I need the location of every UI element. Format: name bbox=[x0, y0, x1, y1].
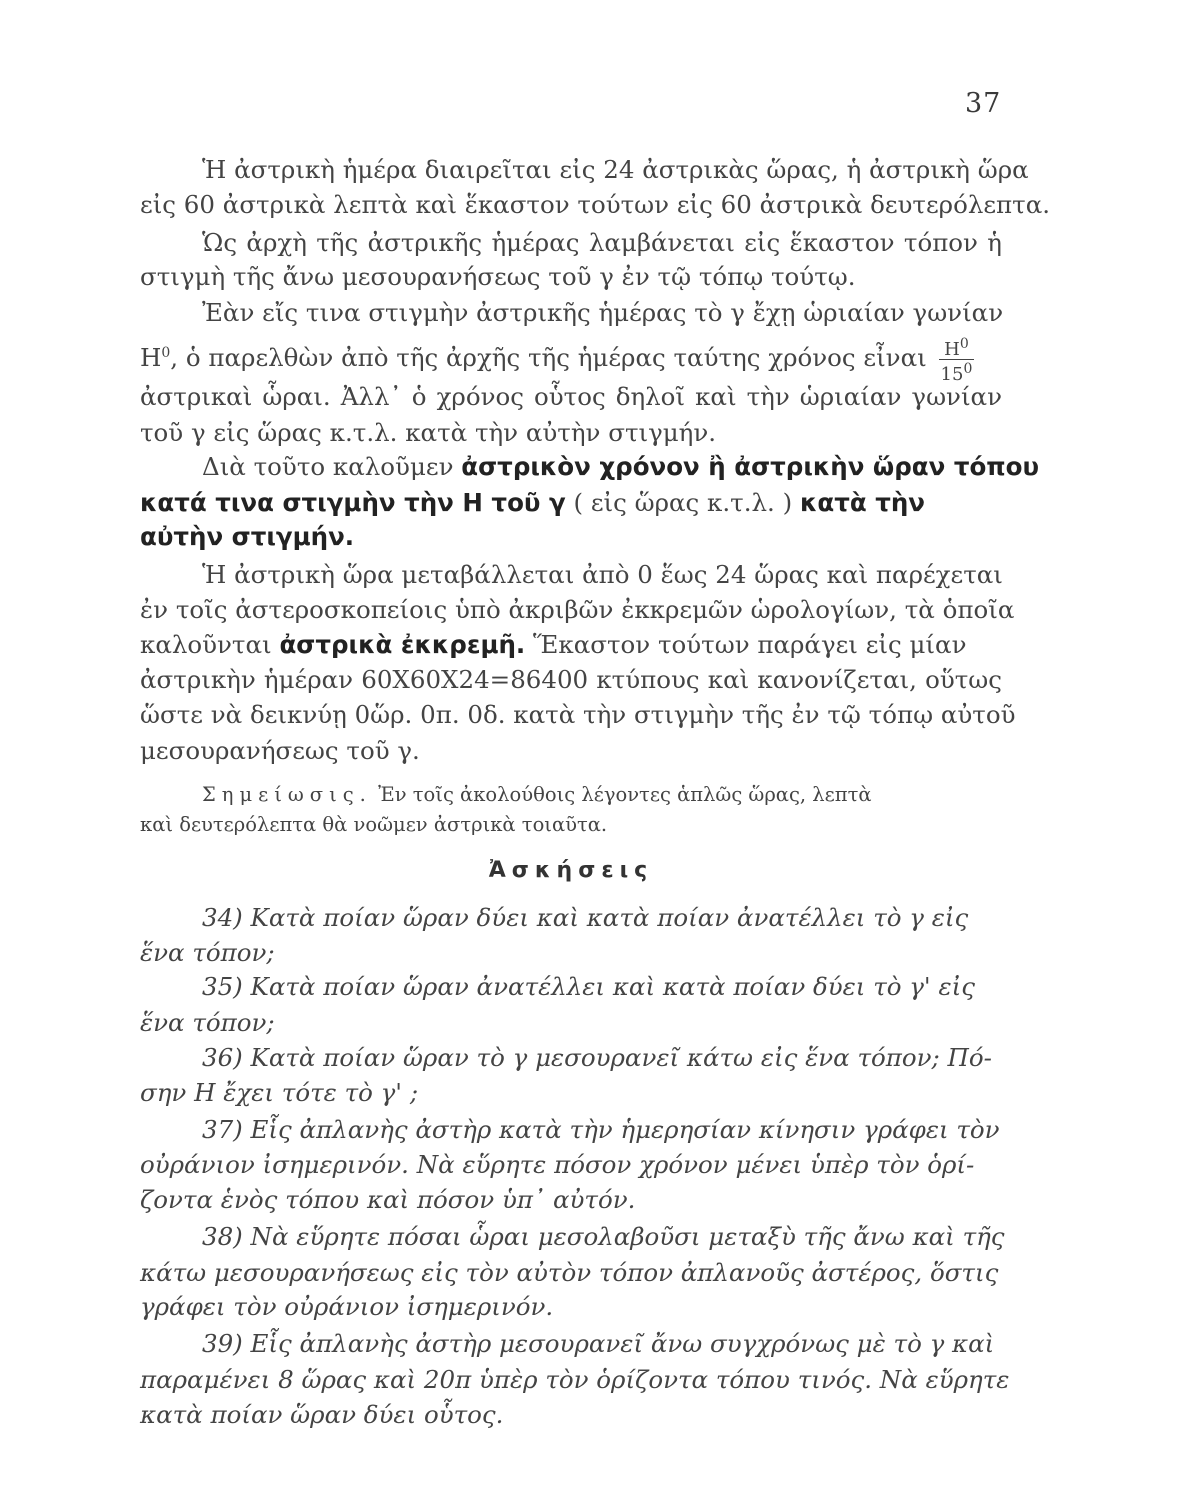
para1-line2: εἰς 60 ἀστρικὰ λεπτὰ καὶ ἕκαστον τούτων εἰς 60 ἀστρικὰ δευτερόλεπτα. bbox=[140, 190, 1051, 219]
exercises-heading: Ἀσκήσεις bbox=[488, 858, 654, 883]
para5-line3 bbox=[140, 630, 1002, 660]
note-line2: καὶ δευτερόλεπτα θὰ νοῶμεν ἀστρικὰ τοιαῦτα. bbox=[140, 813, 608, 836]
note-line1 bbox=[140, 780, 1002, 810]
exercise-35-line2: ἕνα τόπον; bbox=[140, 1008, 275, 1037]
para2-line2: στιγμὴ τῆς ἄνω μεσουρανήσεως τοῦ γ ἐν τῷ τόπῳ τούτῳ. bbox=[140, 262, 856, 291]
para1-line1: Ἡ ἀστρικὴ ἡμέρα διαιρεῖται εἰς 24 ἀστρικὰς ὥρας, ἡ ἀστρικὴ ὥρα bbox=[202, 155, 1029, 184]
exercise-37-line2: οὐράνιον ἰσημερινόν. Νὰ εὕρητε πόσον χρόνον μένει ὑπὲρ τὸν ὁρί- bbox=[140, 1150, 975, 1179]
exercise-38-line3: γράφει τὸν οὐράνιον ἰσημερινόν. bbox=[140, 1292, 554, 1321]
exercise-37-line1: 37) Εἷς ἀπλανὴς ἀστὴρ κατὰ τὴν ἡμερησίαν κίνησιν γράφει τὸν bbox=[202, 1115, 1000, 1144]
para4-parenthetical: ( εἰς ὥρας κ.τ.λ. ) bbox=[573, 488, 793, 517]
para5-line3-text: καλοῦνται bbox=[140, 630, 272, 659]
degree-mark: 0 bbox=[161, 344, 171, 361]
note-label: Σημείωσις. bbox=[202, 783, 372, 806]
note-text: Ἐν τοῖς ἀκολούθοις λέγοντες ἁπλῶς ὥρας, λεπτὰ bbox=[378, 783, 872, 806]
para3-line2-text: , ὁ παρελθὼν ἀπὸ τῆς ἀρχῆς τῆς ἡμέρας ταύτης χρόνος εἶναι bbox=[170, 343, 927, 372]
exercise-34-line2: ἕνα τόπον; bbox=[140, 938, 275, 967]
definition-term-cont: κατά τινα στιγμὴν τὴν Η τοῦ γ bbox=[140, 488, 566, 517]
page-number: 37 bbox=[965, 88, 1002, 119]
exercise-35-line1: 35) Κατὰ ποίαν ὥραν ἀνατέλλει καὶ κατὰ ποίαν δύει τὸ γ' εἰς bbox=[202, 972, 975, 1001]
exercise-36-line1: 36) Κατὰ ποίαν ὥραν τὸ γ μεσουρανεῖ κάτω εἰς ἕνα τόπον; Πό- bbox=[202, 1043, 992, 1072]
para5-line5: ὥστε νὰ δεικνύῃ 0ὥρ. 0π. 0δ. κατὰ τὴν στιγμὴν τῆς ἐν τῷ τόπῳ αὐτοῦ bbox=[140, 700, 1016, 729]
definition-term: ἀστρικὸν χρόνον ἢ ἀστρικὴν ὥραν τόπου bbox=[461, 452, 1040, 481]
exercise-37-line3: ζοντα ἑνὸς τόπου καὶ πόσον ὑπ᾽ αὐτόν. bbox=[140, 1185, 636, 1214]
exercise-38-line1: 38) Νὰ εὕρητε πόσαι ὧραι μεσολαβοῦσι μεταξὺ τῆς ἄνω καὶ τῆς bbox=[202, 1222, 1005, 1251]
fraction-numerator: $H^0$ bbox=[939, 335, 975, 360]
para4-line2 bbox=[140, 488, 1002, 518]
fraction-denominator: $15^0$ bbox=[940, 361, 973, 385]
definition-term-end: κατὰ τὴν bbox=[799, 488, 925, 517]
exercise-36-line2: σην Η ἔχει τότε τὸ γ' ; bbox=[140, 1078, 419, 1107]
exercise-39-line2: παραμένει 8 ὥρας καὶ 20π ὑπὲρ τὸν ὁρίζοντα τόπου τινός. Νὰ εὕρητε bbox=[140, 1365, 1010, 1394]
definition-term-final: αὐτὴν στιγμήν. bbox=[140, 522, 355, 551]
exercise-39-line3: κατὰ ποίαν ὥραν δύει οὗτος. bbox=[140, 1400, 504, 1429]
hour-angle-symbol: H bbox=[140, 343, 162, 372]
para5-line2: ἐν τοῖς ἀστεροσκοπείοις ὑπὸ ἀκριβῶν ἐκκρεμῶν ὡρολογίων, τὰ ὁποῖα bbox=[140, 595, 1015, 624]
para3-line4: τοῦ γ εἰς ὥρας κ.τ.λ. κατὰ τὴν αὐτὴν στιγμήν. bbox=[140, 418, 717, 447]
para3-line1: Ἐὰν εἴς τινα στιγμὴν ἀστρικῆς ἡμέρας τὸ γ ἔχῃ ὡριαίαν γωνίαν bbox=[202, 298, 1004, 327]
para5-line1: Ἡ ἀστρικὴ ὥρα μεταβάλλεται ἀπὸ 0 ἕως 24 ὥρας καὶ παρέχεται bbox=[202, 560, 1003, 589]
sidereal-pendulums-term: ἀστρικὰ ἐκκρεμῆ. bbox=[279, 630, 526, 659]
para5-line4: ἀστρικὴν ἡμέραν 60X60X24=86400 κτύπους καὶ κανονίζεται, οὕτως bbox=[140, 665, 1002, 694]
para4-line3 bbox=[140, 522, 1002, 552]
para3-line3: ἀστρικαὶ ὧραι. Ἀλλ᾽ ὁ χρόνος οὗτος δηλοῖ καὶ τὴν ὡριαίαν γωνίαν bbox=[140, 382, 1002, 411]
para4-line1 bbox=[140, 452, 1040, 482]
para5-line6: μεσουρανήσεως τοῦ γ. bbox=[140, 736, 420, 765]
hour-fraction bbox=[939, 335, 975, 384]
exercise-34-line1: 34) Κατὰ ποίαν ὥραν δύει καὶ κατὰ ποίαν ἀνατέλλει τὸ γ εἰς bbox=[202, 903, 969, 932]
para5-line3-rest: Ἕκαστον τούτων παράγει εἰς μίαν bbox=[533, 630, 967, 659]
exercise-38-line2: κάτω μεσουρανήσεως εἰς τὸν αὐτὸν τόπον ἀπλανοῦς ἀστέρος, ὅστις bbox=[140, 1258, 999, 1287]
para2-line1: Ὡς ἀρχὴ τῆς ἀστρικῆς ἡμέρας λαμβάνεται εἰς ἕκαστον τόπον ἡ bbox=[202, 228, 1002, 257]
exercise-39-line1: 39) Εἷς ἀπλανὴς ἀστὴρ μεσουρανεῖ ἄνω συγχρόνως μὲ τὸ γ καὶ bbox=[202, 1329, 995, 1358]
para3-line2 bbox=[140, 335, 1002, 385]
para4-line1-text: Διὰ τοῦτο καλοῦμεν bbox=[202, 452, 454, 481]
